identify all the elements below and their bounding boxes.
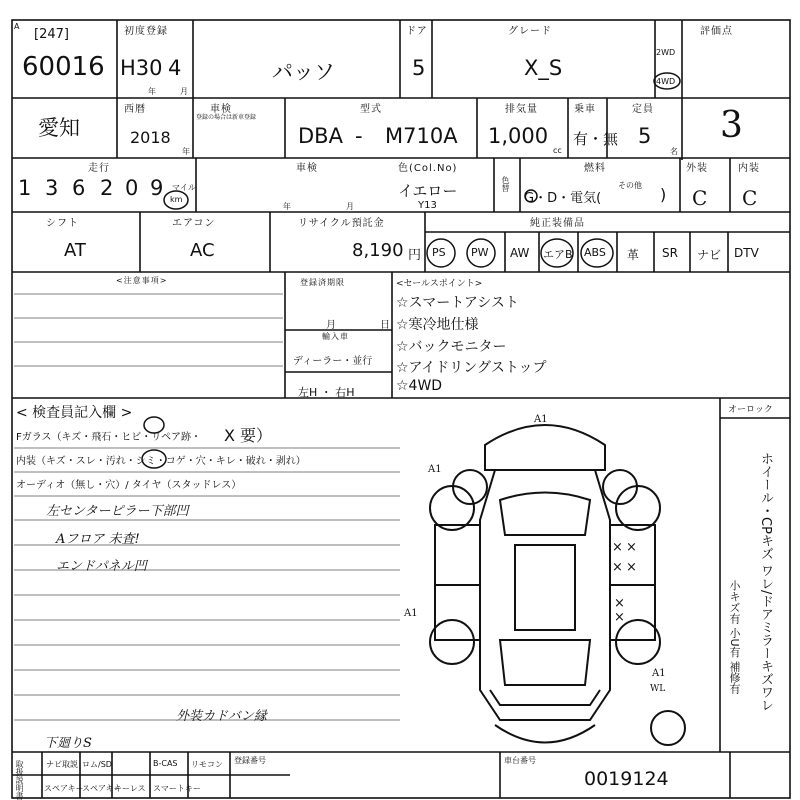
footer-keyless: キーレス: [114, 784, 146, 793]
mark-a1-left: A1: [428, 464, 442, 475]
reg-label: 登録済期限: [300, 278, 345, 287]
footer-manual: 取扱説明書: [15, 760, 24, 800]
mileage-digit-5: 0: [125, 176, 139, 200]
equipment-ps: PS: [432, 246, 446, 259]
ac-value: AC: [190, 240, 215, 261]
equipment-navi: ナビ: [697, 248, 722, 262]
model-name: パッソ: [272, 60, 335, 84]
mileage-digit-1: 1: [18, 176, 32, 200]
shift-label: シフト: [46, 218, 79, 229]
interior-value: C: [742, 186, 758, 210]
score-label: 評価点: [700, 26, 733, 37]
glass-line: Fガラス（キズ・飛石・ヒビ・リペア跡・: [16, 432, 202, 443]
steering-label: 左H ・ 右H: [298, 386, 355, 399]
kata-prefix: DBA: [298, 124, 343, 148]
month-unit: 月: [180, 87, 188, 96]
kata-dash: -: [355, 124, 363, 148]
x-mark-2: ×: [612, 560, 623, 575]
fuel-other: その他: [618, 181, 642, 190]
score-value: 3: [720, 105, 743, 146]
color-code: Y13: [418, 200, 437, 211]
mileage-digit-6: 9: [150, 176, 164, 200]
inspection-month-unit: 月: [346, 202, 354, 211]
bottom-note-2: 下廻りS: [44, 736, 92, 751]
first-reg-era-year: H30: [120, 56, 163, 80]
interior-line: 内装（キズ・スレ・汚れ・シミ・コゲ・穴・キレ・破れ・剥れ）: [16, 456, 306, 467]
color-value: イエロー: [398, 182, 458, 200]
footer-spare-key-2: スペアキー: [82, 784, 122, 793]
footer-remote: リモコン: [191, 760, 223, 769]
reg-number-label: 登録番号: [234, 756, 266, 765]
dealer-label: ディーラー・並行: [293, 356, 373, 367]
shift-value: AT: [64, 240, 86, 261]
drive-2wd: 2WD: [656, 48, 676, 57]
sales-point-4: ☆アイドリングストップ: [396, 360, 547, 376]
displacement-label: 排気量: [505, 104, 538, 115]
x-mark-6: ×: [614, 610, 625, 625]
inspection-year-unit: 年: [283, 202, 291, 211]
mileage-unit-km: km: [170, 195, 183, 204]
x-mark-4: ×: [626, 540, 637, 555]
displacement-unit: cc: [553, 146, 562, 155]
side-label-2: 小キズ有 小U有 補修有: [728, 580, 741, 695]
reg-day-unit: 日: [380, 320, 390, 331]
fuel-label: 燃料: [584, 163, 606, 174]
equipment-airbag: エアB: [543, 248, 573, 261]
kata-model: M710A: [385, 124, 458, 148]
mark-wl: WL: [650, 684, 666, 694]
mileage-digit-2: 3: [45, 176, 59, 200]
tax-label: 有・無: [573, 130, 619, 148]
equipment-pw: PW: [471, 246, 489, 259]
footer-rom: ロム/SD: [82, 760, 112, 769]
mark-a1-right: A1: [652, 668, 666, 679]
chassis-value: 0019124: [584, 768, 669, 790]
doors-value: 5: [412, 56, 426, 80]
mileage-label: 走行: [88, 163, 110, 174]
chassis-label: 車台番号: [504, 756, 536, 765]
mileage-digit-4: 2: [100, 176, 114, 200]
year-unit-2: 年: [182, 147, 190, 156]
glass-mark: X 要）: [224, 426, 273, 445]
drive-4wd: 4WD: [656, 77, 676, 86]
seats-value: 5: [638, 124, 652, 148]
footer-smart-key: スマートキー: [153, 784, 201, 793]
note-1: 左センターピラー下部凹: [46, 504, 189, 519]
seats-label: 定員: [632, 104, 654, 115]
year-unit: 年: [148, 87, 156, 96]
x-mark-1: ×: [612, 540, 623, 555]
sales-point-1: ☆スマートアシスト: [396, 295, 519, 311]
audio-line: オーディオ（無し・穴）/ タイヤ（スタッドレス）: [16, 480, 242, 491]
import-label: 輸入車: [322, 332, 349, 341]
bottom-note: 外装カドバン縁: [176, 709, 267, 724]
mark-a1-lower: A1: [404, 608, 418, 619]
first-reg-month: 4: [168, 56, 182, 80]
sales-point-3: ☆バックモニター: [396, 339, 507, 355]
autolock-label: オーロック: [728, 405, 773, 415]
note-3: エンドパネル凹: [56, 559, 147, 574]
recycle-label: リサイクル預託金: [298, 218, 385, 229]
recycle-unit: 円: [408, 248, 422, 263]
inspection-label-3: 車検: [296, 163, 318, 174]
note-2: Aフロア 未査!: [56, 532, 140, 547]
row-marker-a: A: [14, 22, 21, 31]
exterior-label: 外装: [686, 163, 708, 174]
color-label: 色(Col.No): [398, 163, 458, 174]
footer-spare-key-1: スペアキー: [44, 784, 84, 793]
ac-label: エアコン: [172, 218, 216, 229]
reg-month-unit: 月: [326, 320, 336, 331]
inspection-note: 登録の場合は新車登録: [196, 114, 257, 121]
sales-point-2: ☆寒冷地仕様: [396, 317, 479, 333]
doors-label: ドア: [406, 26, 428, 37]
inspector-title: < 検査員記入欄 >: [16, 405, 133, 421]
kata-label: 型式: [360, 104, 382, 115]
interior-label: 内装: [738, 163, 760, 174]
side-label: ホイール・CPキズ ワレ/ドアミラーキズワレ: [758, 452, 773, 712]
equipment-dtv: DTV: [734, 246, 759, 260]
equipment-aw: AW: [510, 246, 530, 260]
equipment-label: 純正装備品: [530, 218, 585, 229]
equipment-abs: ABS: [584, 246, 606, 259]
notes-label: <注意事項>: [116, 276, 168, 285]
grade-label: グレード: [508, 26, 552, 37]
exterior-value: C: [692, 186, 708, 210]
fuel-close: ): [660, 185, 667, 204]
year-label: 西暦: [124, 104, 146, 115]
recycle-value: 8,190: [352, 240, 404, 261]
lot-prefix: [247]: [34, 27, 69, 42]
mileage-unit-mile: マイル: [172, 183, 196, 192]
year-value: 2018: [130, 128, 171, 147]
car-diagram: [430, 425, 685, 745]
mark-a1-top: A1: [534, 414, 548, 425]
sales-label: <セールスポイント>: [396, 279, 483, 289]
x-mark-3: ×: [626, 560, 637, 575]
region: 愛知: [38, 116, 80, 140]
x-mark-5: ×: [614, 596, 625, 611]
displacement-value: 1,000: [488, 124, 549, 148]
equipment-leather: 革: [627, 248, 640, 262]
first-reg-label: 初度登録: [124, 26, 168, 37]
fuel-options: G・D・電気(: [524, 191, 602, 206]
lot-number: 60016: [22, 52, 105, 82]
equipment-sr: SR: [662, 246, 678, 260]
capacity-label: 乗車: [574, 104, 596, 115]
inspection-label: 車検: [210, 104, 232, 115]
seats-unit: 名: [670, 147, 678, 156]
mileage-digit-3: 6: [72, 176, 86, 200]
footer-navi-manual: ナビ取説: [46, 760, 78, 769]
footer-bcas: B-CAS: [153, 759, 178, 768]
grade-value: X_S: [524, 56, 563, 80]
color-change-label: 色替: [501, 176, 510, 192]
sales-point-5: ☆4WD: [396, 378, 443, 394]
